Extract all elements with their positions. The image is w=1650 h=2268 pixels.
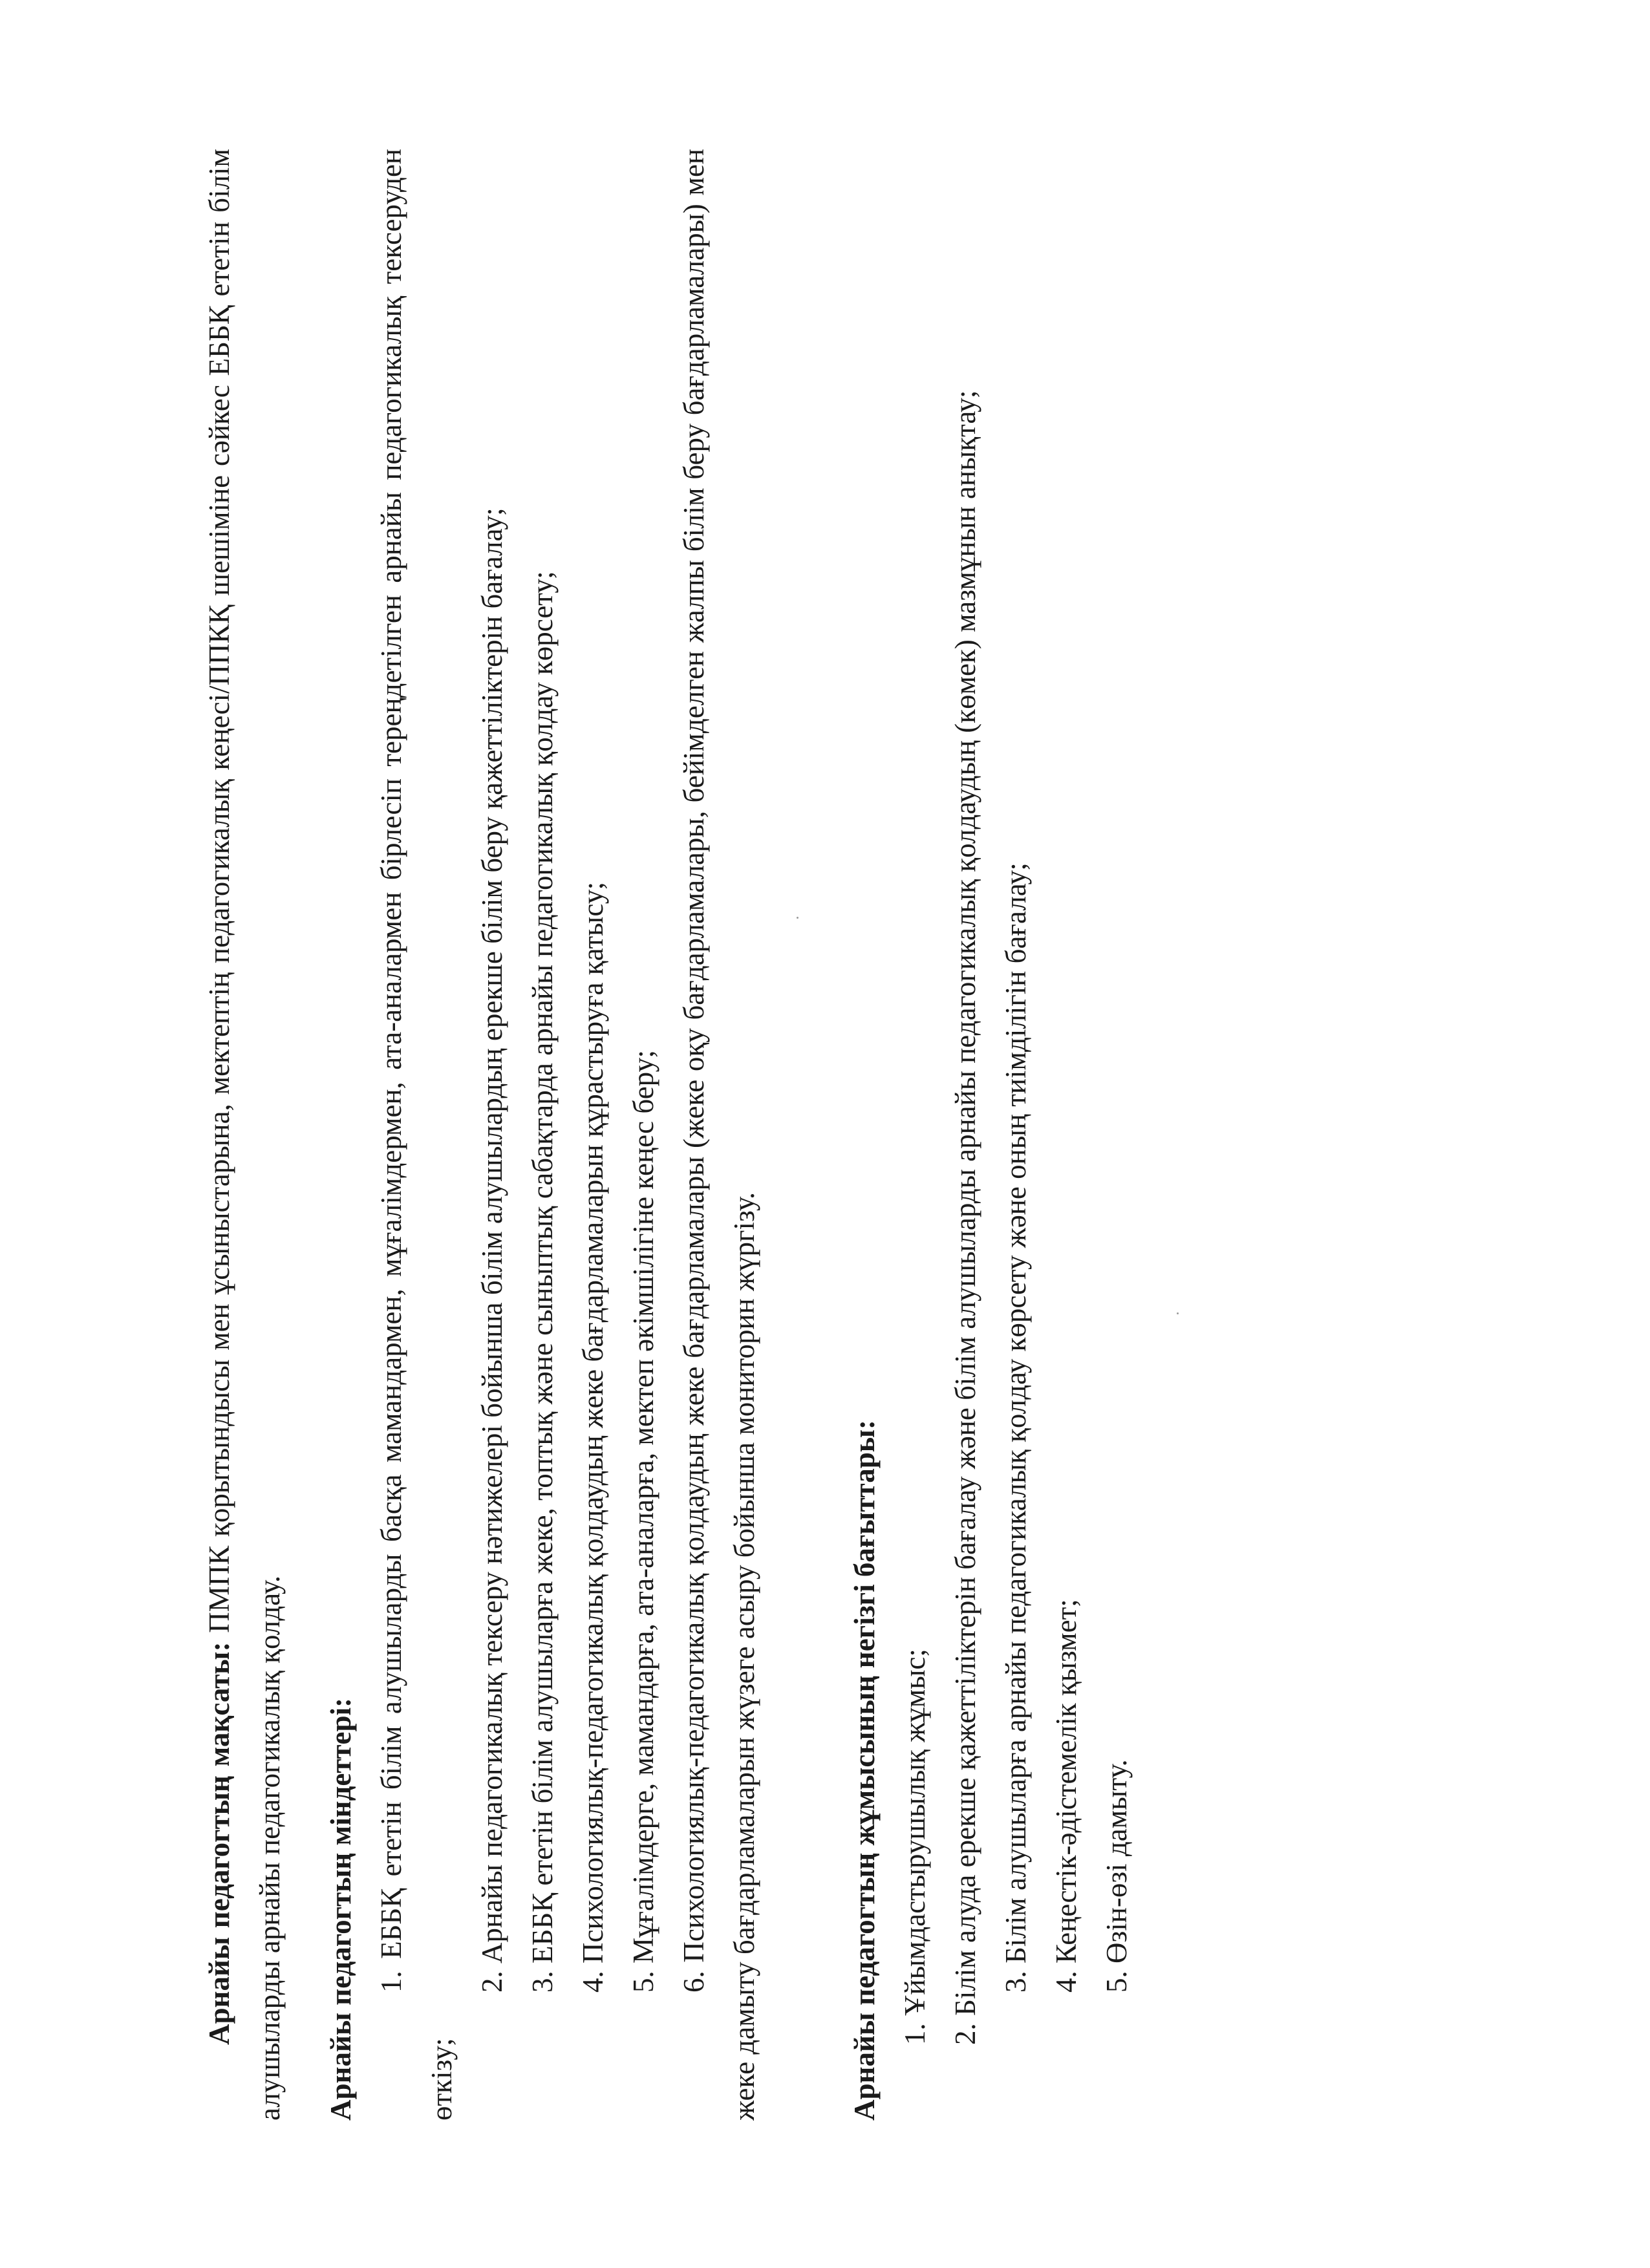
task-item-1: 1. ЕББҚ ететін білім алушыларды басқа мамандармен, мұғалімдермен, ата-аналармен бірлесіп тереңдетілген арнайы педагогикалық тексеруден өткізу; (375, 149, 458, 2121)
task-item-3: 3. ЕББҚ ететін білім алушыларға жеке, топтық және сыныптық сабақтарда арнайы педагогикалық қолдау көрсету; (526, 571, 559, 1993)
goal-heading: Арнайы педагогтың мақсаты: (203, 1642, 235, 2045)
rotated-text-block (194, 149, 1142, 2121)
task-item-4: 4. Психологиялық-педагогикалық қолдаудың жеке бағдарламаларын құрастыруға қатысу; (577, 881, 609, 1993)
direction-item-2: 2. Білім алуда ерекше қажеттіліктерін бағалау және білім алушыларды арнайы педагогикалық қолдаудың (көмек) мазмұнын анықтау; (949, 390, 981, 2045)
task-item-5: 5. Мұғалімдерге, мамандарға, ата-аналарға, мектеп әкімшілігіне кеңес беру; (627, 1050, 659, 1993)
direction-item-3: 3. Білім алушыларға арнайы педагогикалық қолдау көрсету және оның тиімділігін бағалау; (1000, 862, 1032, 1993)
task-item-6: 6. Психологиялық-педагогикалық қолдаудың жеке бағдарламалары (жеке оқу бағдарламалары, бейімделген жалпы білім беру бағдарламалары) мен жеке дамыту бағдарламаларын жүзеге асыру бойынша мониторин жүргізу. (678, 149, 760, 2121)
tasks-heading: Арнайы педагогтың міндеттері: (325, 1697, 357, 2121)
scan-speck (1177, 1312, 1179, 1314)
goal-paragraph (194, 149, 295, 2121)
task-item-2: 2. Арнайы педагогикалық тексеру нәтижелері бойынша білім алушылардың ерекше білім беру қажеттіліктерін бағалау; (476, 508, 508, 1993)
direction-item-1: 1. Ұйымдастырушылық жұмыс; (899, 1649, 931, 2045)
directions-heading: Арнайы педагогтың жұмысының негізгі бағыттары: (848, 1420, 881, 2121)
direction-item-4: 4. Кеңестік-әдістемелік қызмет; (1050, 1599, 1082, 1993)
direction-item-5: 5. Өзін-өзі дамыту. (1100, 1759, 1133, 1993)
spacer (769, 149, 839, 2121)
goal-text: ПМПК қорытындысы мен ұсыныстарына, мектептің педагогикалық кеңесі/ППКҚ шешіміне сәйкес ЕББҚ ететін білім алушыларды арнайы педагогикалық қолдау. (203, 148, 286, 2121)
spacer (295, 149, 316, 2121)
